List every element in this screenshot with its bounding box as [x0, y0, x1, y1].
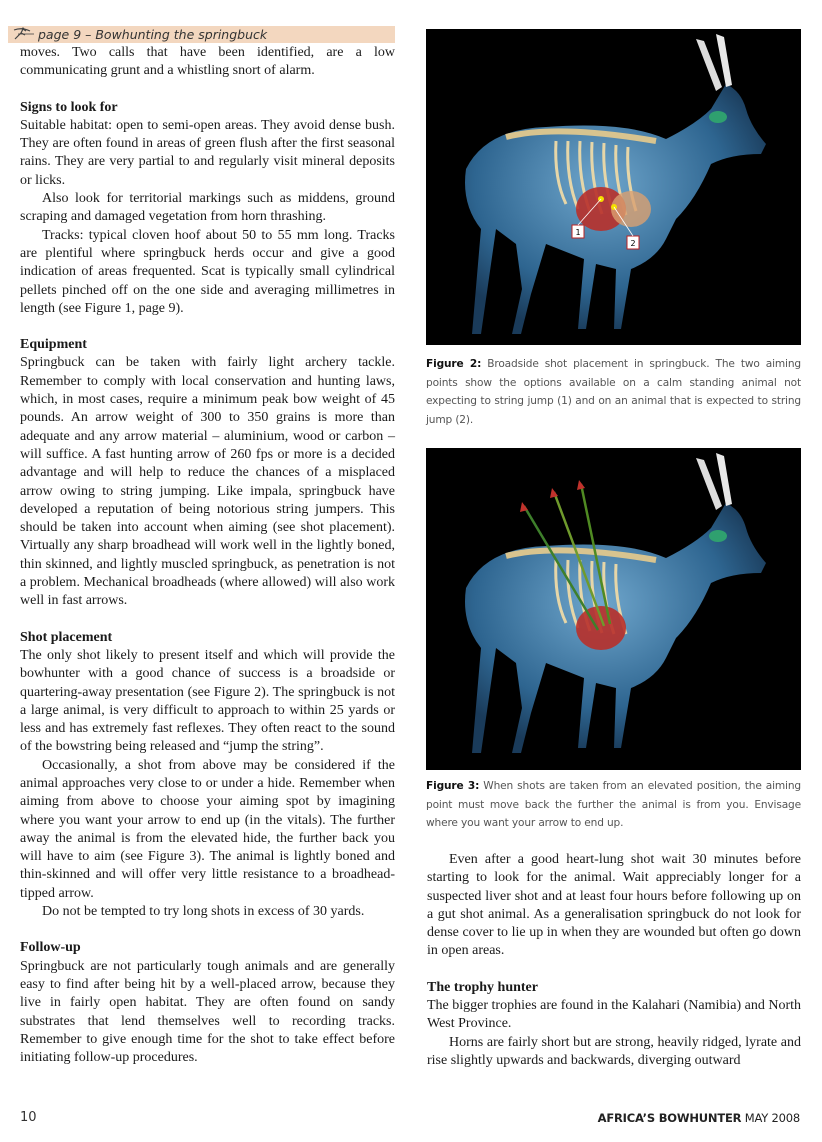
figure-3-illustration	[426, 448, 801, 770]
heading-follow-up: Follow-up	[20, 940, 81, 956]
heading-signs: Signs to look for	[20, 99, 118, 115]
archer-icon	[12, 27, 36, 41]
figure-2-marker-2: 2	[630, 239, 636, 248]
figure-3-caption-text: When shots are taken from an elevated position, the aiming point must move back the further the animal is from you. Envisage where you want your arrow to end up.	[426, 780, 801, 829]
signs-paragraph-3: Tracks: typical cloven hoof about 50 to 55 mm long. Tracks are plentiful where springbuck herds occur and give a good indication of areas frequented. Scat is typically small cylindrical pellets pinched off on the one side and averaging millimetres in length (see Figure 1, page 9).	[20, 227, 395, 316]
followup-continued-paragraph: Even after a good heart-lung shot wait 30 minutes before starting to look for the animal. Wait appreciably longer for a suspected liver shot and at least four hours before following up on a gut shot animal. As a generalisation springbuck do not look for dense cover to lie up in when they are wounded but often go down in open areas.	[427, 852, 801, 959]
shot-paragraph-1: The only shot likely to present itself and which will provide the bowhunter with a good chance of success is a broadside or quartering-away presentation (see Figure 2). The springbuck is not a large animal, is very difficult to approach to within 25 yards or less and has extremely fast reflexes. They often react to the sound of the bowstring being released and “jump the string”.	[20, 647, 395, 755]
figure-3-caption	[426, 777, 801, 833]
right-column	[427, 851, 801, 1070]
issue-date: MAY 2008	[744, 1111, 800, 1125]
equipment-paragraph: Springbuck can be taken with fairly light archery tackle. Remember to comply with local conservation and hunting laws, which, in most cases, require a minimum peak bow weight of 45 pounds. An arrow weight of 300 to 350 grains is more than adequate and any arrow material – aluminium, wood or carbon – will suffice. A fast hunting arrow of 260 fps or more is a decided advantage and will help to reduce the chances of a misplaced arrow owing to string jumping. Like impala, springbuck have developed a reputation of being notorious string jumpers. This should be taken into account when aiming (see shot placement). Virtually any sharp broadhead will work well in the lightly boned, thin skinned, and lightly muscled springbuck, as penetration is not a problem. Mechanical broadheads (where allowed) will also work well in fast arrows.	[20, 355, 395, 609]
running-header-text: page 9 – Bowhunting the springbuck	[38, 27, 268, 42]
heading-equipment: Equipment	[20, 337, 87, 353]
intro-paragraph: moves. Two calls that have been identified, are a low communicating grunt and a whistling snort of alarm.	[20, 45, 395, 79]
footer-masthead	[598, 1111, 800, 1125]
figure-3-label: Figure 3:	[426, 780, 480, 792]
magazine-name: AFRICA’S BOWHUNTER	[597, 1111, 742, 1125]
followup-paragraph: Springbuck are not particularly tough animals and are generally easy to find after being hit by a well-placed arrow, because they live in fairly open habitat. They are often found on sandy substrates that lend themselves well to recording tracks. Remember to give enough time for the shot to take effect before initiating follow-up procedures.	[20, 958, 395, 1066]
running-header	[8, 26, 395, 43]
signs-paragraph-2: Also look for territorial markings such as middens, ground scraping and damaged vegetation from horn thrashing.	[20, 191, 395, 225]
figure-2-illustration	[426, 29, 801, 345]
trophy-paragraph-1: The bigger trophies are found in the Kalahari (Namibia) and North West Province.	[427, 998, 801, 1032]
trophy-paragraph-2: Horns are fairly short but are strong, heavily ridged, lyrate and rise slightly upwards and backwards, diverging outward	[427, 1034, 801, 1068]
signs-paragraph-1: Suitable habitat: open to semi-open areas. They avoid dense bush. They are often found in areas of green flush after the first seasonal rains. They are very partial to and regularly visit mineral deposits or licks.	[20, 117, 395, 188]
figure-2-label: Figure 2:	[426, 358, 482, 370]
page-number: 10	[20, 1110, 37, 1125]
figure-2-marker-1: 1	[575, 228, 581, 237]
shot-paragraph-2: Occasionally, a shot from above may be considered if the animal approaches very close to or under a hide. Remember when aiming from above to choose your aiming spot by imagining where you want your arrow to end up (in the vitals). The further away the animal is from the elevated hide, the further back you will have to aim (see Figure 3). The animal is lightly boned and thin-skinned and will offer very little resistance to a broadhead-tipped arrow.	[20, 757, 395, 901]
shot-paragraph-3: Do not be tempted to try long shots in excess of 30 yards.	[42, 904, 365, 920]
figure-2-caption-text: Broadside shot placement in springbuck. The two aiming points show the options available on a calm standing animal not expecting to string jump (1) and on an animal that is expected to string jump (2).	[426, 358, 801, 426]
heading-shot-placement: Shot placement	[20, 629, 113, 645]
left-column	[20, 44, 395, 1067]
heading-trophy-hunter: The trophy hunter	[427, 979, 538, 995]
figure-2-caption	[426, 355, 801, 429]
